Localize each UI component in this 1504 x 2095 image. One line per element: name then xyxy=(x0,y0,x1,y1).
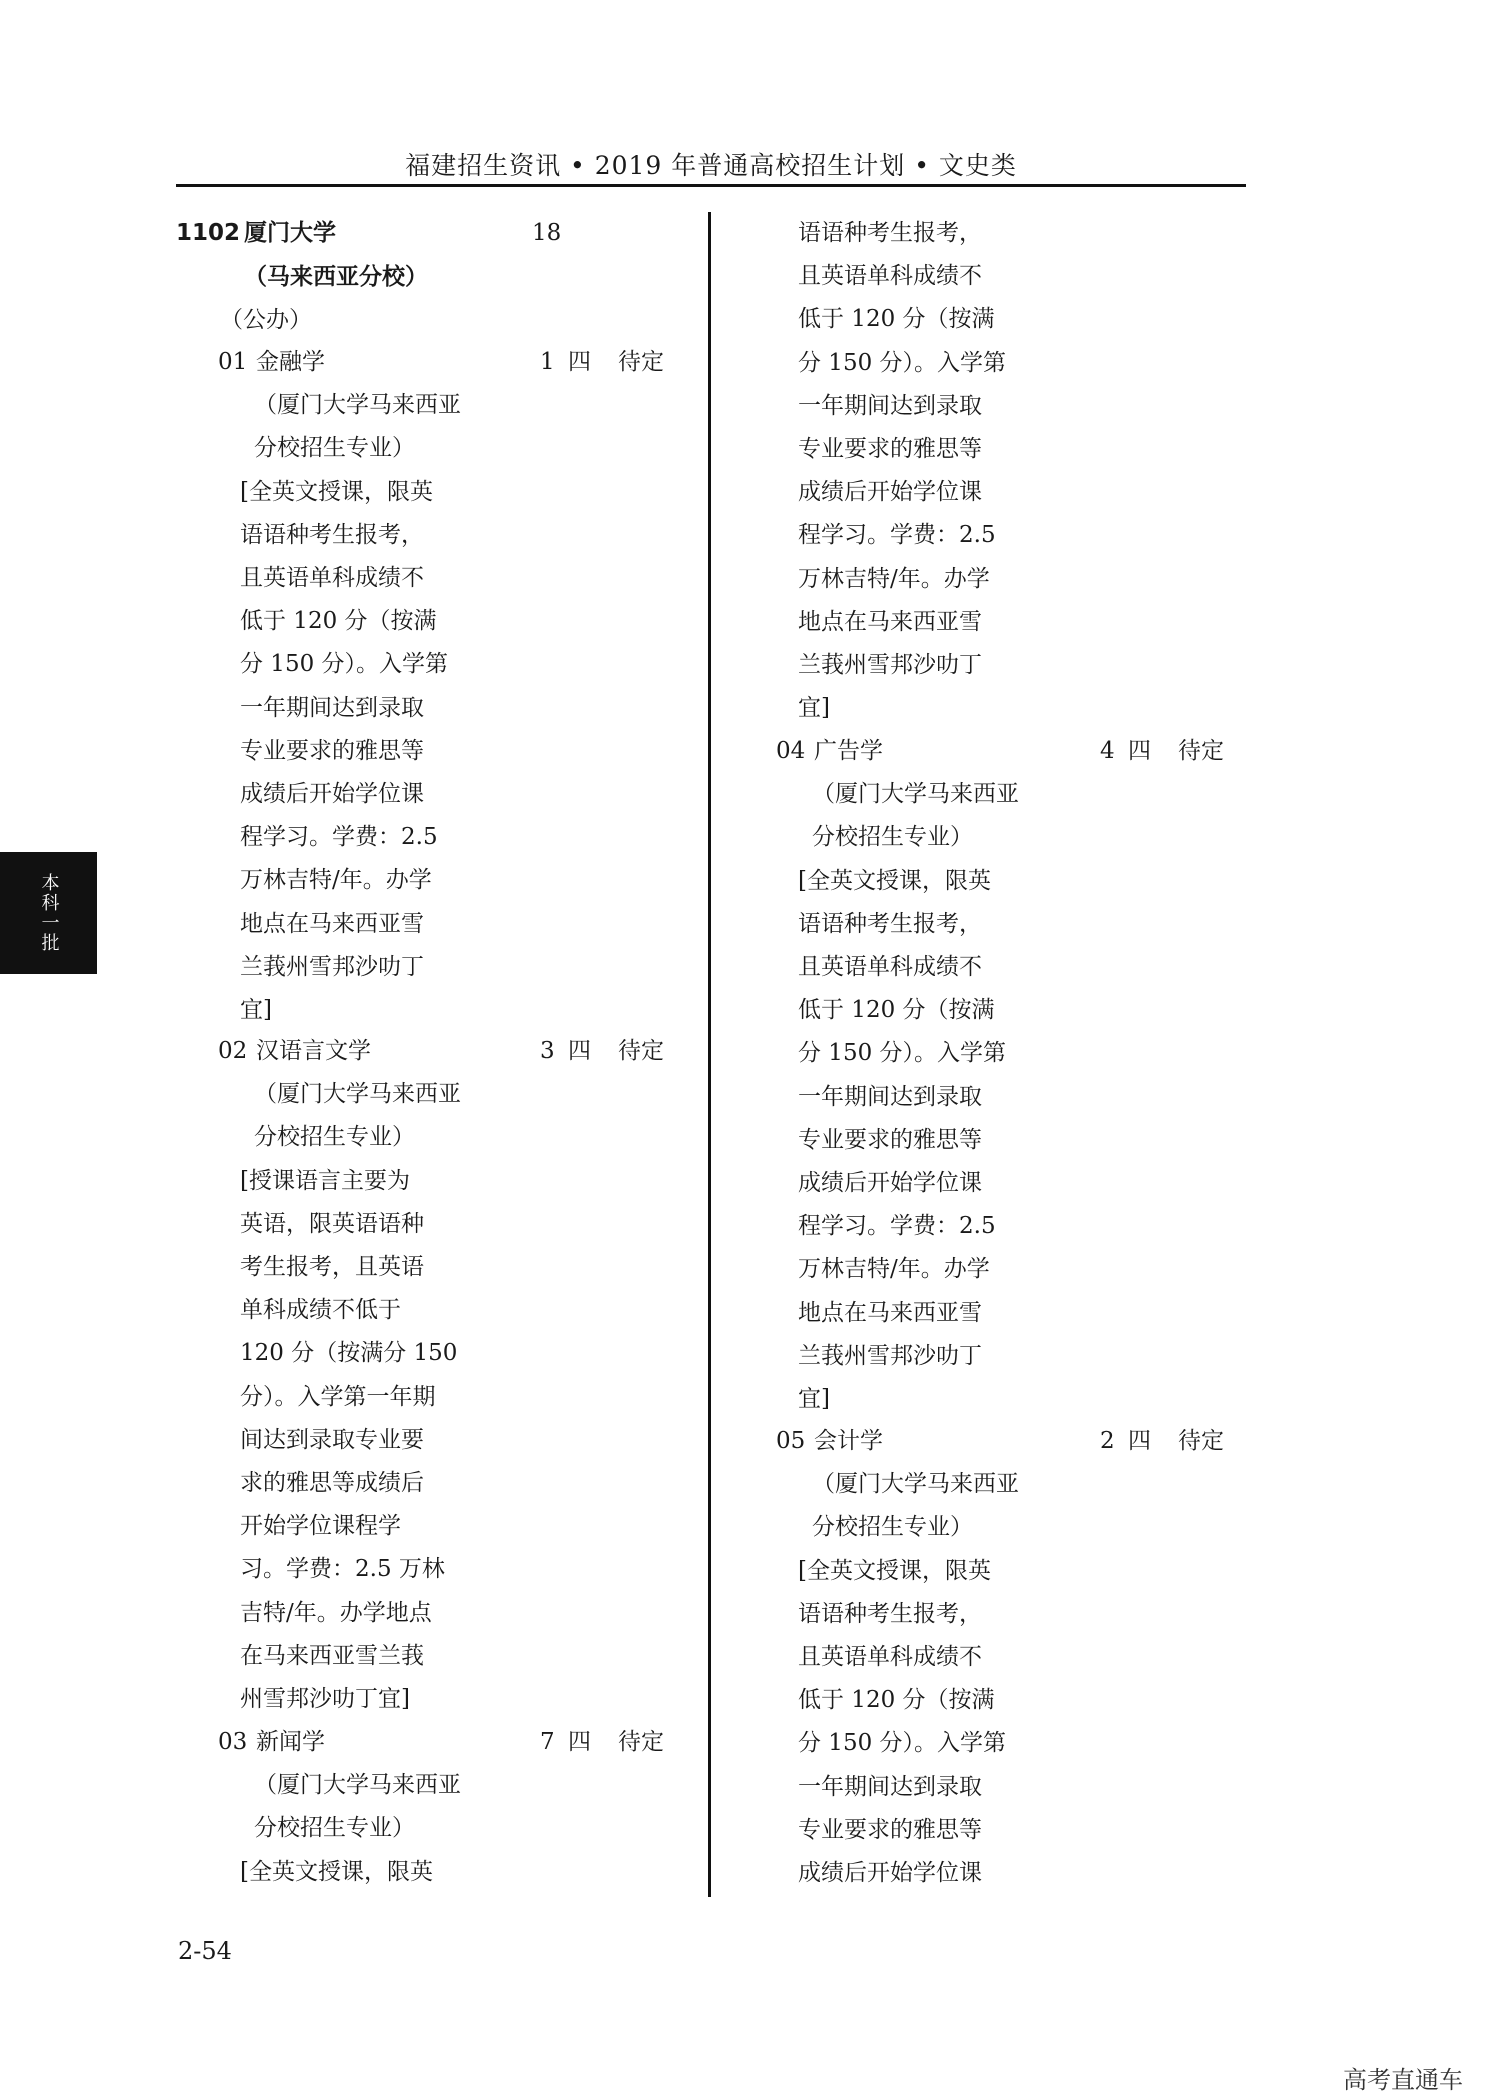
major-name: 新闻学 xyxy=(256,1729,325,1755)
major-note-line: 且英语单科成绩不 xyxy=(240,565,424,591)
page-number: 2-54 xyxy=(178,1937,232,1965)
major-note-line: [全英文授课，限英 xyxy=(798,867,991,894)
major-note-line: 120 分（按满分 150 xyxy=(240,1340,458,1367)
major-note-line: （厦门大学马来西亚 xyxy=(254,1772,461,1799)
major-years: 四 xyxy=(1128,738,1151,764)
major-note-line: 程学习。学费：2.5 xyxy=(798,522,996,549)
header-rule xyxy=(176,184,1246,187)
major-fee: 待定 xyxy=(618,349,664,375)
major-note-line: 在马来西亚雪兰莪 xyxy=(240,1642,424,1669)
major-note-line: 考生报考，且英语 xyxy=(240,1254,424,1280)
major-note-line: 宜] xyxy=(798,1386,830,1412)
major-note-line: （厦门大学马来西亚 xyxy=(812,1471,1019,1498)
major-plan-count: 4 xyxy=(1100,738,1115,764)
major-note-line: 且英语单科成绩不 xyxy=(798,263,982,290)
school-type: （公办） xyxy=(220,307,312,333)
major-note-line: 分）。入学第一年期 xyxy=(240,1383,436,1410)
major-note-line: 语语种考生报考， xyxy=(798,910,982,937)
major-note-line: 地点在马来西亚雪 xyxy=(240,910,424,937)
major-note-line: 专业要求的雅思等 xyxy=(798,436,982,462)
major-name: 汉语言文学 xyxy=(256,1038,371,1064)
major-note-line: 单科成绩不低于 xyxy=(240,1297,401,1324)
major-years: 四 xyxy=(568,1038,591,1064)
major-note-line: 宜] xyxy=(240,997,272,1023)
major-note-line: 语语种考生报考， xyxy=(798,1600,982,1627)
major-note-line: 专业要求的雅思等 xyxy=(240,737,424,764)
major-plan-count: 1 xyxy=(540,349,555,375)
major-note-line: 语语种考生报考， xyxy=(798,220,982,246)
major-note-line: 万林吉特/年。办学 xyxy=(798,565,990,592)
major-note-line: 间达到录取专业要 xyxy=(240,1426,424,1453)
major-note-line: 一年期间达到录取 xyxy=(798,392,982,419)
major-note-line: 成绩后开始学位课 xyxy=(798,479,982,506)
major-note-line: 一年期间达到录取 xyxy=(798,1773,982,1800)
major-note-line: 吉特/年。办学地点 xyxy=(240,1599,432,1626)
major-note-line: 分校招生专业） xyxy=(254,435,415,462)
major-note-line: 万林吉特/年。办学 xyxy=(798,1256,990,1283)
major-note-line: 低于 120 分（按满 xyxy=(798,1687,995,1714)
major-years: 四 xyxy=(568,1729,591,1755)
major-note-line: 一年期间达到录取 xyxy=(798,1083,982,1110)
school-plan: 18 xyxy=(532,220,562,246)
major-note-line: （厦门大学马来西亚 xyxy=(812,781,1019,808)
major-plan-count: 3 xyxy=(540,1038,555,1064)
major-note-line: 万林吉特/年。办学 xyxy=(240,867,432,894)
major-note-line: 成绩后开始学位课 xyxy=(798,1170,982,1196)
major-note-line: （厦门大学马来西亚 xyxy=(254,392,461,419)
major-note-line: 低于 120 分（按满 xyxy=(240,608,437,635)
major-note-line: 地点在马来西亚雪 xyxy=(798,1299,982,1326)
major-note-line: 程学习。学费：2.5 xyxy=(240,824,438,851)
major-name: 金融学 xyxy=(256,349,325,375)
major-code: 05 xyxy=(776,1428,806,1454)
watermark: 高考直通车 xyxy=(1343,2066,1463,2094)
column-divider xyxy=(708,212,711,1897)
major-note-line: 分校招生专业） xyxy=(254,1124,415,1151)
section-side-tab-label: 本科一批 xyxy=(38,873,60,953)
major-note-line: 且英语单科成绩不 xyxy=(798,954,982,980)
major-code: 02 xyxy=(218,1038,248,1064)
major-note-line: 兰莪州雪邦沙叻丁 xyxy=(798,1342,982,1369)
major-note-line: （厦门大学马来西亚 xyxy=(254,1081,461,1108)
major-note-line: 低于 120 分（按满 xyxy=(798,306,995,333)
major-name: 广告学 xyxy=(814,738,883,764)
school-name: 厦门大学 xyxy=(244,220,336,246)
major-fee: 待定 xyxy=(1178,738,1224,764)
major-note-line: 分 150 分）。入学第 xyxy=(798,1040,1007,1067)
school-code: 1102 xyxy=(176,220,241,246)
major-fee: 待定 xyxy=(618,1729,664,1755)
major-note-line: 专业要求的雅思等 xyxy=(798,1126,982,1153)
major-code: 04 xyxy=(776,738,806,764)
major-name: 会计学 xyxy=(814,1428,883,1454)
major-note-line: [全英文授课，限英 xyxy=(240,1858,433,1885)
major-note-line: 成绩后开始学位课 xyxy=(240,781,424,807)
major-fee: 待定 xyxy=(618,1038,664,1064)
major-note-line: 兰莪州雪邦沙叻丁 xyxy=(798,652,982,678)
major-note-line: [授课语言主要为 xyxy=(240,1167,410,1194)
section-side-tab xyxy=(0,852,97,974)
major-note-line: 分 150 分）。入学第 xyxy=(240,651,449,678)
major-note-line: 分校招生专业） xyxy=(254,1815,415,1842)
major-note-line: 求的雅思等成绩后 xyxy=(240,1470,424,1496)
major-note-line: 分校招生专业） xyxy=(812,1514,973,1541)
major-note-line: 一年期间达到录取 xyxy=(240,694,424,721)
major-plan-count: 7 xyxy=(540,1729,555,1755)
major-note-line: 语语种考生报考， xyxy=(240,521,424,548)
major-years: 四 xyxy=(1128,1428,1151,1454)
major-note-line: [全英文授课，限英 xyxy=(798,1557,991,1584)
major-note-line: 且英语单科成绩不 xyxy=(798,1644,982,1670)
major-code: 03 xyxy=(218,1729,248,1755)
major-note-line: 兰莪州雪邦沙叻丁 xyxy=(240,953,424,980)
page-header: 福建招生资讯 • 2019 年普通高校招生计划 • 文史类 xyxy=(405,151,1017,180)
major-note-line: 习。学费：2.5 万林 xyxy=(240,1556,445,1583)
major-note-line: 成绩后开始学位课 xyxy=(798,1860,982,1886)
major-note-line: 英语，限英语语种 xyxy=(240,1210,424,1237)
major-note-line: 分 150 分）。入学第 xyxy=(798,349,1007,376)
major-note-line: 分 150 分）。入学第 xyxy=(798,1730,1007,1757)
major-note-line: 州雪邦沙叻丁宜] xyxy=(240,1686,410,1712)
major-note-line: 分校招生专业） xyxy=(812,824,973,851)
major-note-line: 地点在马来西亚雪 xyxy=(798,608,982,635)
major-note-line: 开始学位课程学 xyxy=(240,1513,401,1540)
major-note-line: 专业要求的雅思等 xyxy=(798,1816,982,1843)
school-campus: （马来西亚分校） xyxy=(244,264,428,290)
major-plan-count: 2 xyxy=(1100,1428,1115,1454)
major-years: 四 xyxy=(568,349,591,375)
major-note-line: 程学习。学费：2.5 xyxy=(798,1213,996,1240)
major-note-line: 宜] xyxy=(798,695,830,722)
major-code: 01 xyxy=(218,349,248,375)
major-fee: 待定 xyxy=(1178,1428,1224,1454)
major-note-line: 低于 120 分（按满 xyxy=(798,997,995,1024)
major-note-line: [全英文授课，限英 xyxy=(240,478,433,505)
